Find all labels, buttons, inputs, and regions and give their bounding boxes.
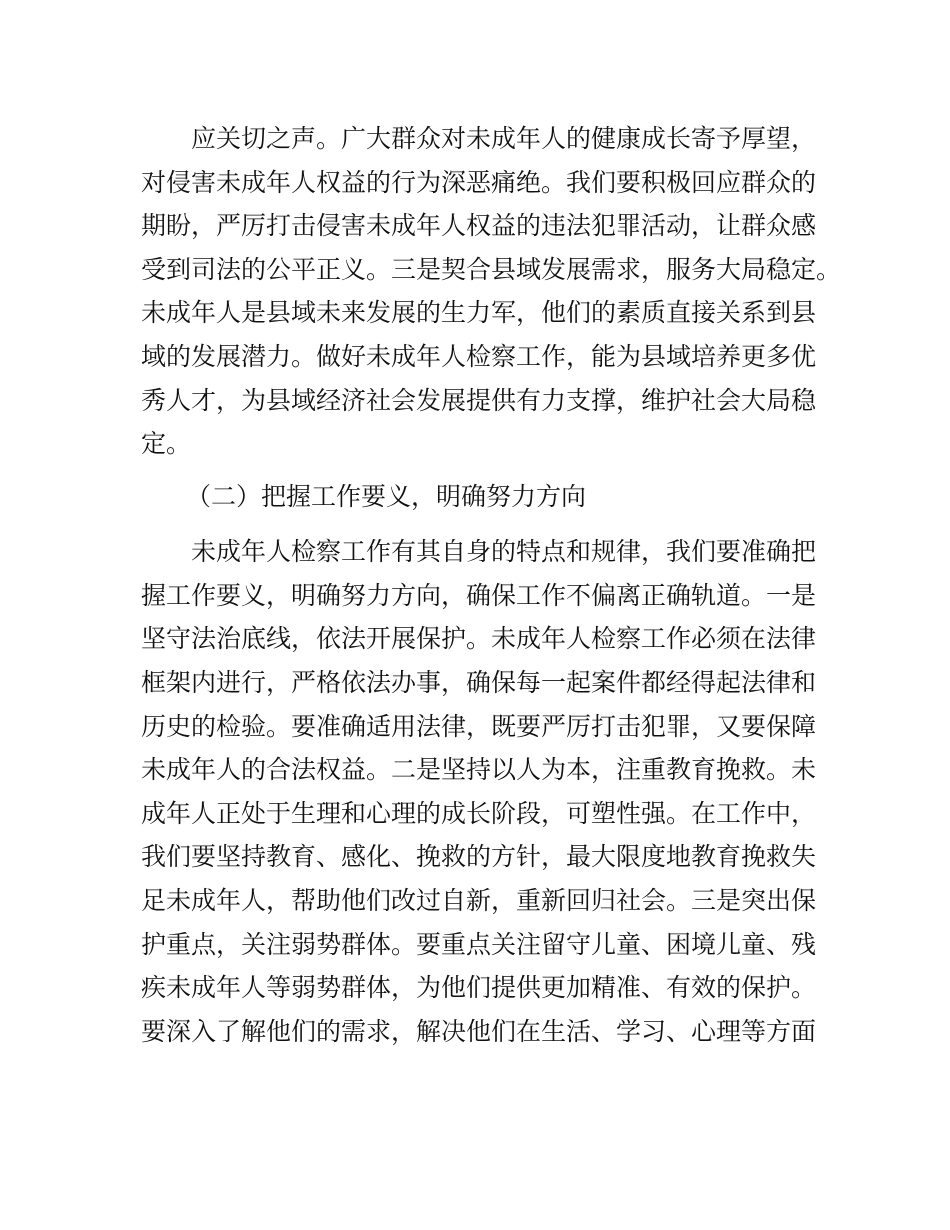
paragraph-2-line-1: 未成年人检察工作有其自身的特点和规律，我们要准确把: [191, 537, 817, 566]
paragraph-1-line-6: 域的发展潜力。做好未成年人检察工作，能为县域培养更多优: [141, 342, 817, 371]
paragraph-2-line-7: 成年人正处于生理和心理的成长阶段，可塑性强。在工作中，: [141, 799, 817, 828]
paragraph-1-line-8: 定。: [141, 429, 192, 458]
paragraph-2-line-10: 护重点，关注弱势群体。要重点关注留守儿童、困境儿童、残: [141, 930, 817, 959]
paragraph-2-line-5: 历史的检验。要准确适用法律，既要严厉打击犯罪，又要保障: [141, 712, 817, 741]
paragraph-2-line-11: 疾未成年人等弱势群体，为他们提供更加精准、有效的保护。: [141, 973, 817, 1002]
paragraph-2-line-8: 我们要坚持教育、感化、挽救的方针，最大限度地教育挽救失: [141, 842, 817, 871]
paragraph-2-line-2: 握工作要义，明确努力方向，确保工作不偏离正确轨道。一是: [141, 581, 817, 610]
paragraph-2-line-3: 坚守法治底线，依法开展保护。未成年人检察工作必须在法律: [141, 624, 817, 653]
paragraph-2-line-9: 足未成年人，帮助他们改过自新，重新回归社会。三是突出保: [141, 886, 817, 915]
paragraph-2-line-12: 要深入了解他们的需求，解决他们在生活、学习、心理等方面: [141, 1017, 817, 1046]
paragraph-1-line-1: 应关切之声。广大群众对未成年人的健康成长寄予厚望，: [191, 124, 817, 153]
paragraph-2-line-4: 框架内进行，严格依法办事，确保每一起案件都经得起法律和: [141, 668, 817, 697]
paragraph-2-line-6: 未成年人的合法权益。二是坚持以人为本，注重教育挽救。未: [141, 755, 817, 784]
paragraph-1-line-2: 对侵害未成年人权益的行为深恶痛绝。我们要积极回应群众的: [141, 168, 817, 197]
paragraph-1-line-7: 秀人才，为县域经济社会发展提供有力支撑，维护社会大局稳: [141, 386, 817, 415]
section-heading: （二）把握工作要义，明确努力方向: [186, 482, 587, 511]
paragraph-1-line-3: 期盼，严厉打击侵害未成年人权益的违法犯罪活动，让群众感: [141, 211, 817, 240]
paragraph-1-line-4: 受到司法的公平正义。三是契合县域发展需求，服务大局稳定。: [141, 255, 842, 284]
paragraph-1-line-5: 未成年人是县域未来发展的生力军，他们的素质直接关系到县: [141, 298, 817, 327]
